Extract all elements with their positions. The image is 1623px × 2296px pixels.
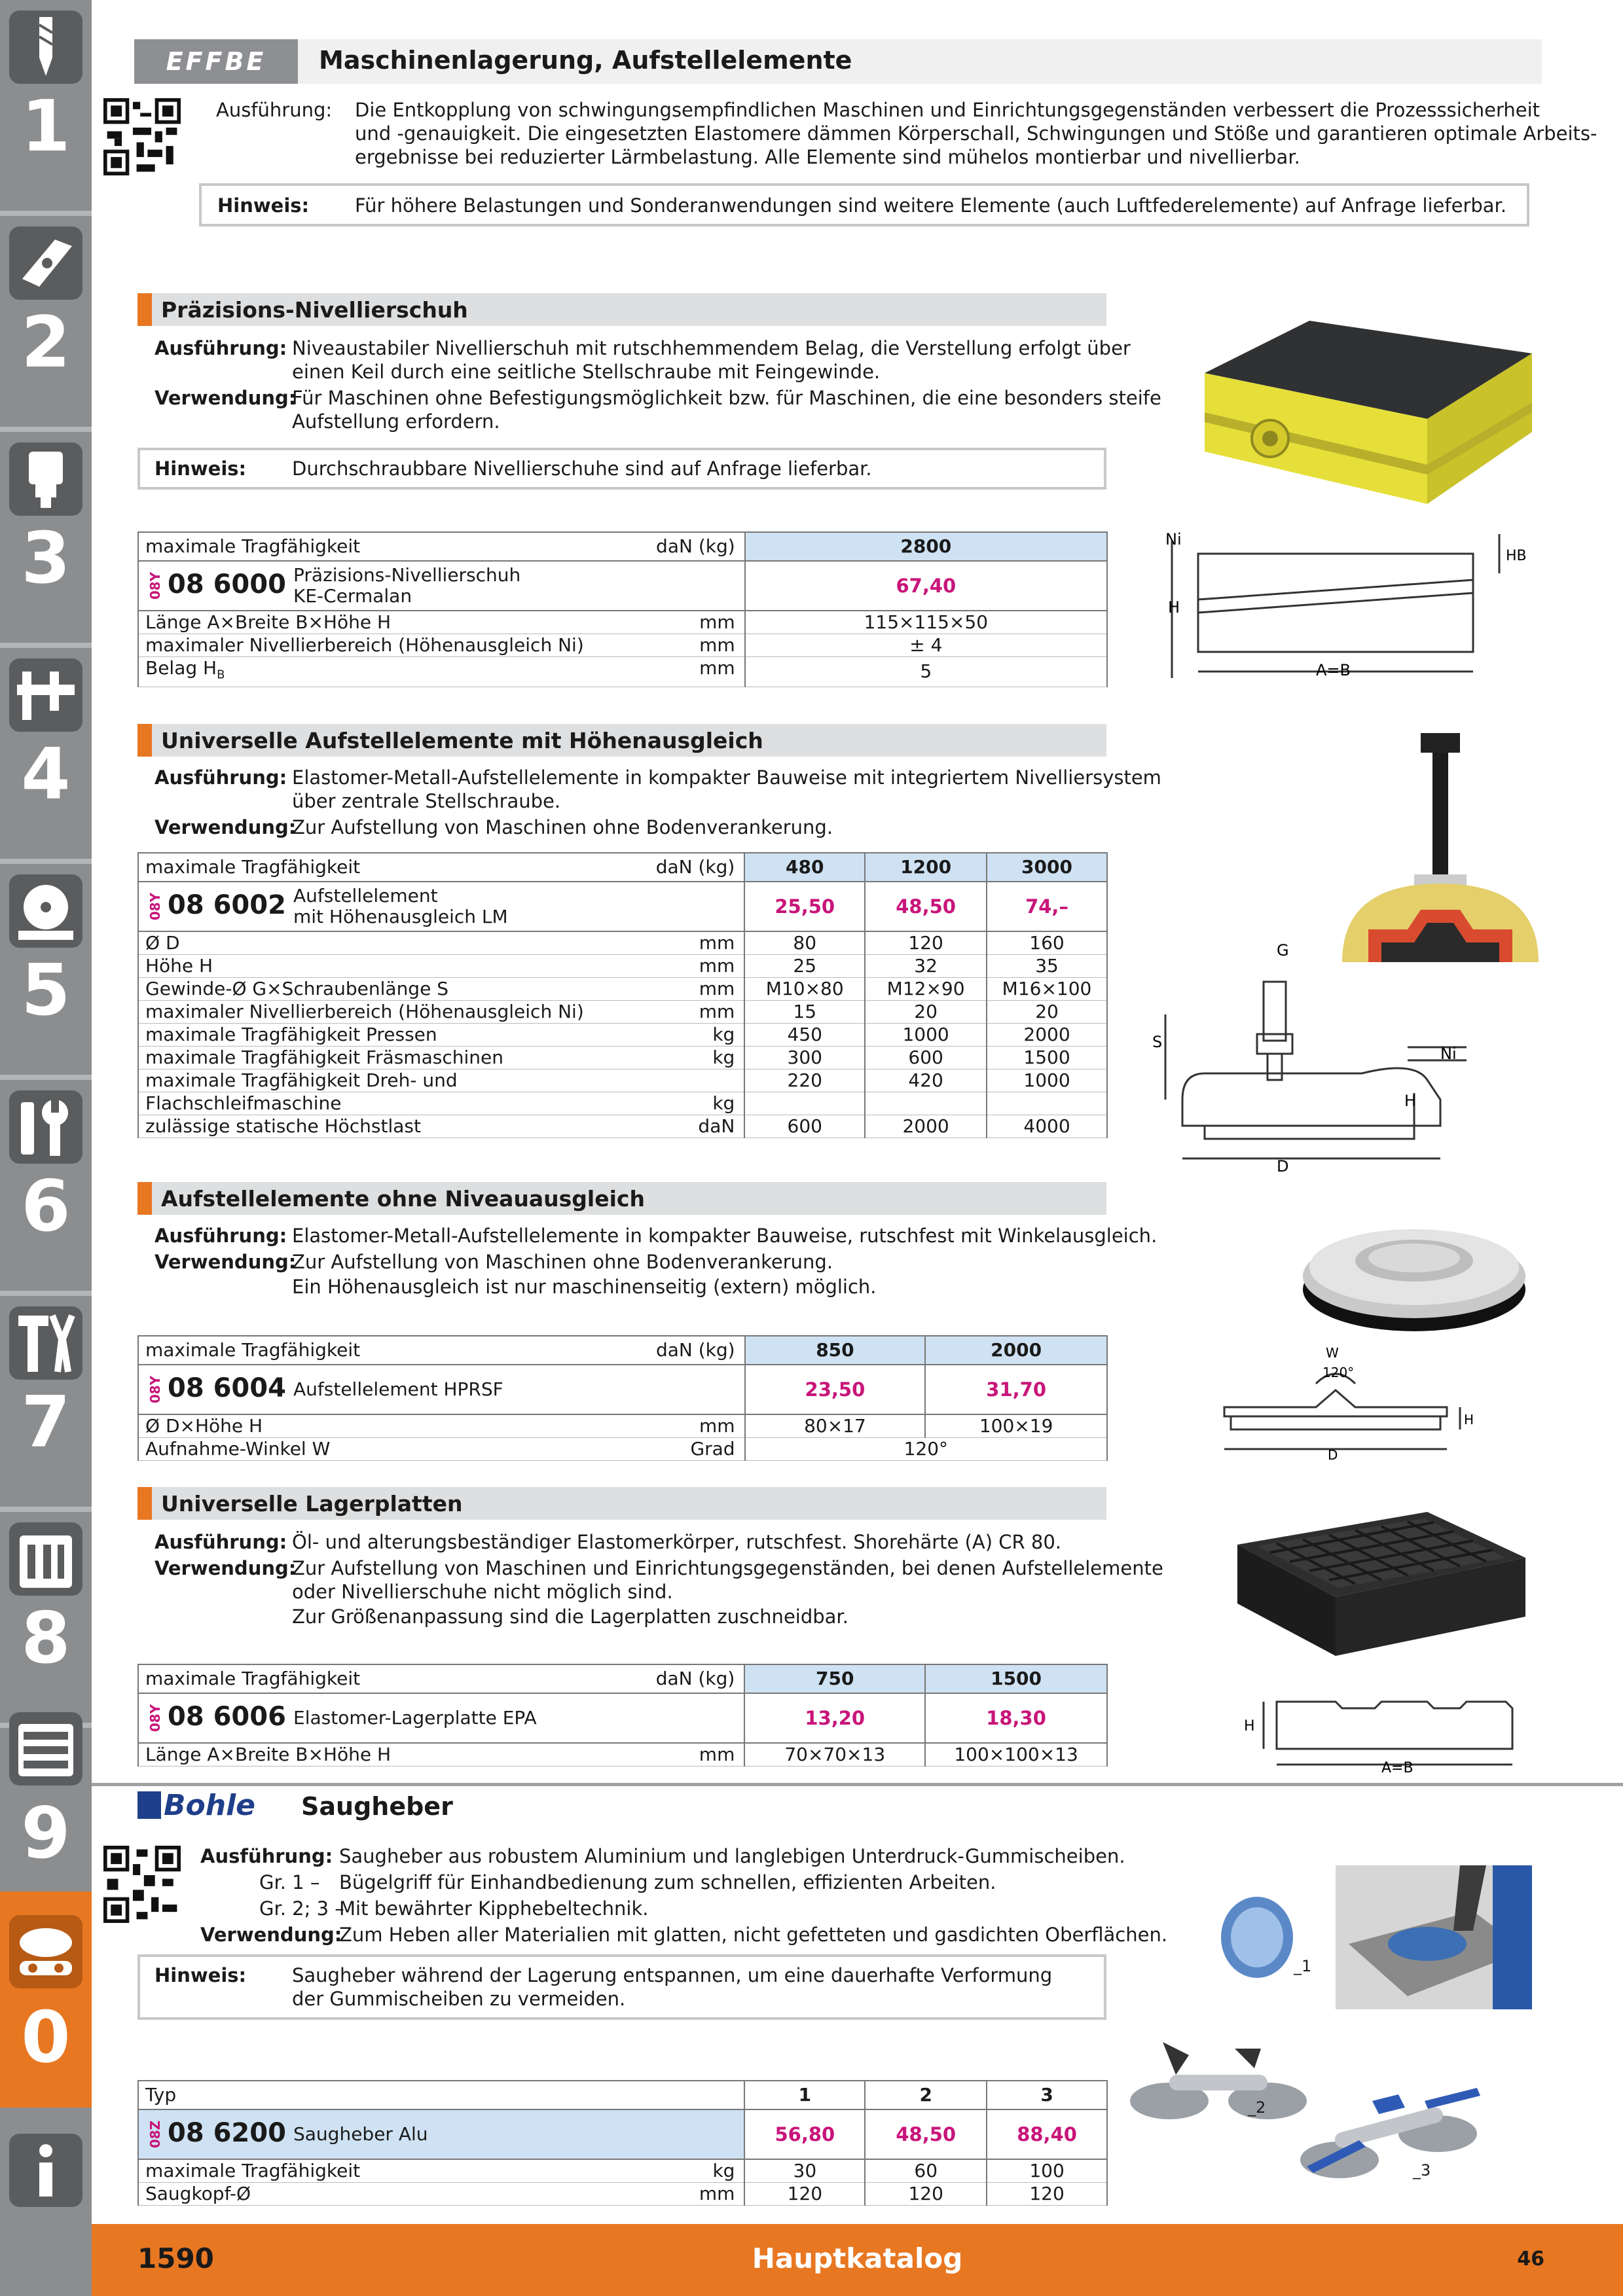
s2-row-value: 1000 [987, 1069, 1107, 1092]
s3-aus-line-1: Elastomer-Metall-Aufstellelemente in kompakter Bauweise, rutschfest mit Winkelausgleich. [292, 1225, 1158, 1247]
dim-g: G [1277, 941, 1289, 960]
s2-article-cell[interactable] [138, 882, 744, 931]
chapter-8[interactable]: 8 [0, 1512, 92, 1723]
s5-name-1: Saugheber Alu [293, 2123, 428, 2145]
s2-row-value: 600 [744, 1115, 865, 1138]
s2-row-value: 2000 [987, 1024, 1107, 1047]
chapter-2[interactable]: 2 [0, 216, 92, 427]
s5-gr1-text: Bügelgriff für Einhandbedienung zum schnellen, effizienten Arbeiten. [339, 1871, 996, 1893]
s1-row-unit: mm [699, 611, 735, 633]
s2-row-unit: daN [698, 1115, 735, 1137]
s2-row-label: zulässige statische Höchstlast [145, 1115, 421, 1137]
s2-row-unit: mm [699, 955, 735, 977]
s1-name-2: KE-Cermalan [293, 585, 412, 607]
s1-row-label: maximaler Nivellierbereich (Höhenausgleich Ni) [145, 634, 584, 656]
page-number: 1590 [137, 2242, 214, 2274]
s5-group-code: 08Z [147, 2120, 164, 2149]
dim-h: H [1464, 1412, 1474, 1427]
s5-row-label: maximale Tragfähigkeit [145, 2160, 361, 2181]
s2-col-head: 3000 [987, 853, 1107, 882]
s2-spec-rows [138, 931, 1107, 1138]
dim-ni: Ni [1440, 1045, 1457, 1063]
chapter-info[interactable] [0, 2114, 92, 2224]
intro-label: Ausführung: [216, 99, 333, 121]
s2-price: 48,50 [865, 882, 987, 931]
s3-ver-line-2: Ein Höhenausgleich ist nur maschinenseitig (extern) möglich. [292, 1276, 877, 1298]
s2-row-value [865, 1092, 987, 1115]
safety-equipment-icon [9, 1915, 82, 1988]
s3-col-head: 850 [745, 1336, 926, 1365]
s5-title: Saugheber [301, 1792, 453, 1821]
s3-ver-label: Verwendung: [155, 1251, 297, 1273]
s3-article-cell[interactable] [138, 1365, 745, 1414]
s2-row-label: Flachschleifmaschine [145, 1092, 342, 1114]
s5-row-value: 30 [744, 2159, 865, 2183]
chapter-5[interactable]: 5 [0, 864, 92, 1075]
s2-row-value: 600 [865, 1047, 987, 1069]
chapter-1[interactable]: 1 [0, 0, 92, 211]
intro-hint-box [199, 183, 1529, 226]
s2-row-label: maximale Tragfähigkeit Dreh- und [145, 1069, 458, 1091]
dim-s: S [1152, 1033, 1163, 1051]
s1-row-unit: mm [699, 634, 735, 656]
s4-article-cell[interactable] [138, 1693, 744, 1743]
s5-price: 48,50 [865, 2109, 987, 2159]
page-title: Maschinenlagerung, Aufstellelemente [319, 46, 852, 75]
hprsf-drawing [1218, 1344, 1480, 1462]
s3-group-code: 08Y [147, 1375, 164, 1404]
s2-row-value: 20 [865, 1001, 987, 1024]
s1-ver-line-2: Aufstellung erfordern. [292, 410, 500, 433]
s4-ver-line-3: Zur Größenanpassung sind die Lagerplatten zuschneidbar. [292, 1605, 848, 1628]
s1-load-value: 2800 [745, 532, 1107, 561]
s2-row-value: 300 [744, 1047, 865, 1069]
s2-table-head-unit: daN (kg) [655, 856, 735, 878]
s3-row-value: 100×19 [925, 1414, 1107, 1438]
intro-line-2: und -genauigkeit. Die eingesetzten Elastomere dämmen Körperschall, Schwingungen und Stöße und garantieren optimale Arbeits- [355, 122, 1597, 145]
dim-h: H [1168, 598, 1180, 617]
s2-row-value: 120 [865, 931, 987, 955]
s4-col-head: 750 [744, 1664, 925, 1693]
dim-ab: A=B [1381, 1760, 1413, 1774]
aufstellelement-drawing [1152, 929, 1545, 1178]
s5-gr2-text: Mit bewährter Kipphebeltechnik. [339, 1897, 649, 1920]
s2-row-value: 15 [744, 1001, 865, 1024]
s5-col-head: 2 [865, 2081, 987, 2109]
caption-2: _2 [1248, 2098, 1266, 2117]
table-hoehenausgleich [137, 852, 1108, 1138]
s2-spec-row [138, 1115, 1107, 1138]
chapter-sidebar [0, 0, 92, 2296]
s2-row-value: 220 [744, 1069, 865, 1092]
s3-table-head-unit: daN (kg) [655, 1339, 735, 1361]
s2-row-value: M16×100 [987, 978, 1107, 1001]
s2-row-label: Höhe H [145, 955, 213, 977]
s2-row-label: Gewinde-Ø G×Schraubenlänge S [145, 978, 448, 999]
s1-article-number[interactable]: 08 6000 [168, 569, 286, 600]
chapter-3[interactable]: 3 [0, 432, 92, 643]
grinding-disc-icon [9, 874, 82, 948]
caption-3: _3 [1413, 2161, 1431, 2179]
s1-table-head-unit: daN (kg) [656, 535, 735, 557]
s2-row-value: 450 [744, 1024, 865, 1047]
catalog-name: Hauptkatalog [752, 2242, 963, 2274]
intro-hint-label: Hinweis: [217, 194, 310, 217]
page-footer [92, 2224, 1623, 2296]
saugheber-images [1211, 1865, 1539, 2009]
s2-row-value: 4000 [987, 1115, 1107, 1138]
s2-aus-label: Ausführung: [155, 766, 287, 789]
intro-line-1: Die Entkopplung von schwingungsempfindlichen Maschinen und Einrichtungsgegenständen verbessert die Prozesssicherheit [355, 99, 1541, 121]
chuck-icon [9, 442, 82, 516]
s1-hint-label: Hinweis: [155, 457, 247, 480]
table-nivellierschuh [137, 531, 1108, 687]
dim-angle: 120° [1322, 1365, 1355, 1380]
s4-price: 18,30 [925, 1693, 1107, 1743]
s3-row-value: 120° [745, 1438, 1107, 1461]
s2-name-2: mit Höhenausgleich LM [293, 906, 508, 927]
s5-table-head-label: Typ [138, 2081, 744, 2109]
s5-article-number[interactable]: 08 6200 [168, 2118, 286, 2148]
s5-article-cell[interactable] [138, 2109, 744, 2159]
drill-icon [9, 10, 82, 84]
saugheber-types-image [1123, 2029, 1542, 2199]
s1-aus-line-2: einen Keil durch eine seitliche Stellschraube mit Feingewinde. [292, 361, 881, 383]
s2-row-value: 35 [987, 955, 1107, 978]
s4-aus-label: Ausführung: [155, 1531, 287, 1553]
s2-col-head: 1200 [865, 853, 987, 882]
bohle-logo [137, 1790, 291, 1821]
s3-ver-line-1: Zur Aufstellung von Maschinen ohne Bodenverankerung. [292, 1251, 833, 1273]
s5-row-value: 120 [744, 2183, 865, 2206]
s5-col-head: 3 [987, 2081, 1107, 2109]
s2-row-unit: mm [699, 978, 735, 999]
s5-hint-label: Hinweis: [155, 1964, 247, 1986]
s2-spec-row [138, 1047, 1107, 1069]
s5-row-unit: mm [699, 2183, 735, 2204]
s3-row-label: Ø D×Höhe H [145, 1415, 263, 1437]
s1-aus-line-1: Niveaustabiler Nivellierschuh mit rutschhemmendem Belag, die Verstellung erfolgt über [292, 337, 1131, 359]
s2-row-value: M10×80 [744, 978, 865, 1001]
s3-col-head: 2000 [925, 1336, 1107, 1365]
chapter-7[interactable]: 7 [0, 1296, 92, 1507]
s3-price: 31,70 [925, 1365, 1107, 1414]
brand-logo: EFFBE [134, 39, 298, 84]
intro-hint-text: Für höhere Belastungen und Sonderanwendungen sind weitere Elemente (auch Luftfederelemente) auf Anfrage lieferbar. [355, 194, 1507, 217]
s1-ver-line-1: Für Maschinen ohne Befestigungsmöglichkeit bzw. für Maschinen, die eine besonders steife [292, 387, 1161, 409]
s2-row-value: 1000 [865, 1024, 987, 1047]
s5-row-value: 120 [865, 2183, 987, 2206]
s2-price: 74,– [987, 882, 1107, 931]
s4-ver-line-2: oder Nivellierschuhe nicht möglich sind. [292, 1581, 673, 1603]
s5-gr1-label: Gr. 1 – [259, 1871, 320, 1893]
s5-row-label: Saugkopf-Ø [145, 2183, 251, 2204]
dim-d: D [1328, 1447, 1338, 1462]
s2-name-1: Aufstellelement [293, 885, 438, 906]
s5-price: 56,80 [744, 2109, 865, 2159]
s2-row-value: 32 [865, 955, 987, 978]
s5-row-value: 100 [987, 2159, 1107, 2183]
pliers-icon [9, 1306, 82, 1380]
s5-row-value: 120 [987, 2183, 1107, 2206]
s2-row-label: maximale Tragfähigkeit Pressen [145, 1024, 437, 1045]
nivellierschuh-drawing [1152, 528, 1545, 691]
s4-aus-line-1: Öl- und alterungsbeständiger Elastomerkörper, rutschfest. Shorehärte (A) CR 80. [292, 1531, 1062, 1553]
s4-article-number[interactable]: 08 6006 [168, 1702, 286, 1732]
s4-row-value: 100×100×13 [925, 1743, 1107, 1767]
s3-article-number[interactable]: 08 6004 [168, 1373, 286, 1403]
page-header [134, 39, 1542, 84]
chapter-9[interactable]: 9 [0, 1702, 92, 1892]
s1-row-label: Belag H [145, 657, 217, 679]
caption-1: _1 [1294, 1957, 1312, 1975]
s2-col-head: 480 [744, 853, 865, 882]
caliper-icon [9, 658, 82, 732]
info-icon [9, 2134, 82, 2207]
s2-spec-row [138, 978, 1107, 1001]
s5-aus-label: Ausführung: [200, 1845, 333, 1867]
s1-row-label: Länge A×Breite B×Höhe H [145, 611, 392, 633]
s4-row-unit: mm [699, 1744, 735, 1765]
s4-row-label: Länge A×Breite B×Höhe H [145, 1744, 392, 1765]
s2-ver-label: Verwendung: [155, 816, 297, 838]
s2-row-value: 20 [987, 1001, 1107, 1024]
s5-ver-label: Verwendung: [200, 1924, 342, 1946]
s1-group-code: 08Y [147, 571, 164, 600]
section-head-nivellierschuh: Präzisions-Nivellierschuh [137, 293, 1106, 326]
s4-group-code: 08Y [147, 1704, 164, 1732]
s3-row-value: 80×17 [745, 1414, 926, 1438]
s2-row-unit: mm [699, 932, 735, 954]
s4-table-head-label: maximale Tragfähigkeit [145, 1668, 361, 1689]
s2-row-unit: kg [712, 1024, 735, 1045]
s2-spec-row [138, 955, 1107, 978]
s2-row-value: 25 [744, 955, 865, 978]
s1-hint-text: Durchschraubbare Nivellierschuhe sind auf Anfrage lieferbar. [292, 457, 872, 480]
s3-name-1: Aufstellelement HPRSF [293, 1378, 503, 1400]
s2-row-value: 160 [987, 931, 1107, 955]
s5-gr2-label: Gr. 2; 3 – [259, 1897, 344, 1920]
s2-row-label: maximale Tragfähigkeit Fräsmaschinen [145, 1047, 503, 1068]
s2-row-value: 2000 [865, 1115, 987, 1138]
s5-hint-box [137, 1954, 1106, 2020]
s1-article-cell[interactable] [138, 561, 745, 611]
s2-spec-row [138, 1001, 1107, 1024]
nivellierschuh-image [1192, 314, 1558, 511]
s5-hint-line-1: Saugheber während der Lagerung entspannen, um eine dauerhafte Verformung [292, 1964, 1053, 1986]
s5-ver-line-1: Zum Heben aller Materialien mit glatten, nicht gefetteten und gasdichten Oberflächen. [339, 1924, 1168, 1946]
s5-row-value: 60 [865, 2159, 987, 2183]
s4-ver-label: Verwendung: [155, 1557, 297, 1579]
dim-hb: HB [1506, 548, 1527, 564]
s3-table-head-label: maximale Tragfähigkeit [145, 1339, 361, 1361]
table-hprsf [137, 1335, 1108, 1461]
dim-ni: Ni [1165, 530, 1182, 548]
s4-col-head: 1500 [925, 1664, 1107, 1693]
toolbox-icon [9, 1522, 82, 1596]
s2-row-label: maximaler Nivellierbereich (Höhenausgleich Ni) [145, 1001, 584, 1022]
s5-price: 88,40 [987, 2109, 1107, 2159]
qr-code-icon[interactable] [103, 98, 181, 175]
s3-aus-label: Ausführung: [155, 1225, 287, 1247]
dim-w: W [1326, 1345, 1339, 1361]
s2-spec-row [138, 1024, 1107, 1047]
s1-row-value: 5 [745, 657, 1107, 687]
s2-group-code: 08Y [147, 892, 164, 921]
chapter-4[interactable]: 4 [0, 648, 92, 859]
s2-row-value [987, 1092, 1107, 1115]
s2-aus-line-1: Elastomer-Metall-Aufstellelemente in kompakter Bauweise mit integriertem Nivelliersystem [292, 766, 1161, 789]
dim-h: H [1404, 1092, 1417, 1110]
workbench-icon [9, 1712, 82, 1785]
chapter-0[interactable]: 0 [0, 1892, 92, 2108]
cutting-insert-icon [9, 226, 82, 300]
lagerplatte-drawing [1244, 1689, 1532, 1774]
s2-article-number[interactable]: 08 6002 [168, 890, 286, 920]
s1-hint-box [137, 448, 1106, 490]
dim-d: D [1277, 1157, 1289, 1175]
s5-aus-line-1: Saugheber aus robustem Aluminium und langlebigen Unterdruck-Gummischeiben. [339, 1845, 1125, 1867]
s1-row-value: 115×115×50 [745, 611, 1107, 634]
s2-row-unit: kg [712, 1047, 735, 1068]
s1-aus-label: Ausführung: [155, 337, 287, 359]
s4-row-value: 70×70×13 [744, 1743, 925, 1767]
bohle-wordmark: Bohle [164, 1789, 256, 1822]
s3-price: 23,50 [745, 1365, 926, 1414]
lagerplatte-image [1231, 1505, 1532, 1662]
dim-ab: A=B [1316, 661, 1351, 679]
s3-row-unit: mm [699, 1415, 735, 1437]
section-head-ohne-niveauausgleich: Aufstellelemente ohne Niveauausgleich [137, 1182, 1106, 1215]
hprsf-image [1296, 1211, 1532, 1342]
s4-ver-line-1: Zur Aufstellung von Maschinen und Einrichtungsgegenständen, bei denen Aufstellelemente [292, 1557, 1163, 1579]
s2-row-unit: kg [712, 1092, 735, 1114]
s2-spec-row [138, 931, 1107, 955]
wrench-icon [9, 1090, 82, 1164]
dim-h: H [1244, 1718, 1255, 1734]
s1-name-1: Präzisions-Nivellierschuh [293, 564, 521, 586]
s1-ver-label: Verwendung: [155, 387, 297, 409]
s2-ver-line-1: Zur Aufstellung von Maschinen ohne Bodenverankerung. [292, 816, 833, 838]
s4-table-head-unit: daN (kg) [655, 1668, 735, 1689]
s3-row-label: Aufnahme-Winkel W [145, 1438, 331, 1460]
chapter-6[interactable]: 6 [0, 1080, 92, 1291]
table-lagerplatte [137, 1664, 1108, 1767]
s1-row-label-sub: B [217, 668, 225, 682]
table-saugheber [137, 2080, 1108, 2206]
page-index: 46 [1517, 2248, 1544, 2270]
s2-row-value: M12×90 [865, 978, 987, 1001]
s2-spec-row [138, 1092, 1107, 1115]
page-title-bar [134, 39, 1542, 84]
s2-row-value: 420 [865, 1069, 987, 1092]
s2-row-value: 80 [744, 931, 865, 955]
s1-table-head-label: maximale Tragfähigkeit [145, 535, 361, 557]
intro-line-3: ergebnisse bei reduzierter Lärmbelastung. Alle Elemente sind mühelos montierbar und nivellierbar. [355, 146, 1300, 168]
brand-separator [92, 1783, 1623, 1786]
s5-row-unit: kg [712, 2160, 735, 2181]
s1-row-value: ± 4 [745, 634, 1107, 657]
s4-price: 13,20 [744, 1693, 925, 1743]
section-head-lagerplatten: Universelle Lagerplatten [137, 1487, 1106, 1520]
s2-row-label: Ø D [145, 932, 180, 954]
section-head-hoehenausgleich: Universelle Aufstellelemente mit Höhenausgleich [137, 724, 1106, 757]
s2-table-head-label: maximale Tragfähigkeit [145, 856, 361, 878]
s5-hint-line-2: der Gummischeiben zu vermeiden. [292, 1988, 626, 2010]
s5-col-head: 1 [744, 2081, 865, 2109]
s4-name-1: Elastomer-Lagerplatte EPA [293, 1707, 537, 1729]
s2-aus-line-2: über zentrale Stellschraube. [292, 790, 561, 812]
s2-price: 25,50 [744, 882, 865, 931]
s2-spec-row [138, 1069, 1107, 1092]
s1-row-unit: mm [699, 657, 735, 679]
s3-row-unit: Grad [690, 1438, 735, 1460]
s2-row-value [744, 1092, 865, 1115]
qr-code-icon[interactable] [103, 1846, 181, 1923]
s1-price: 67,40 [745, 561, 1107, 611]
s2-row-value: 1500 [987, 1047, 1107, 1069]
s2-row-unit: mm [699, 1001, 735, 1022]
